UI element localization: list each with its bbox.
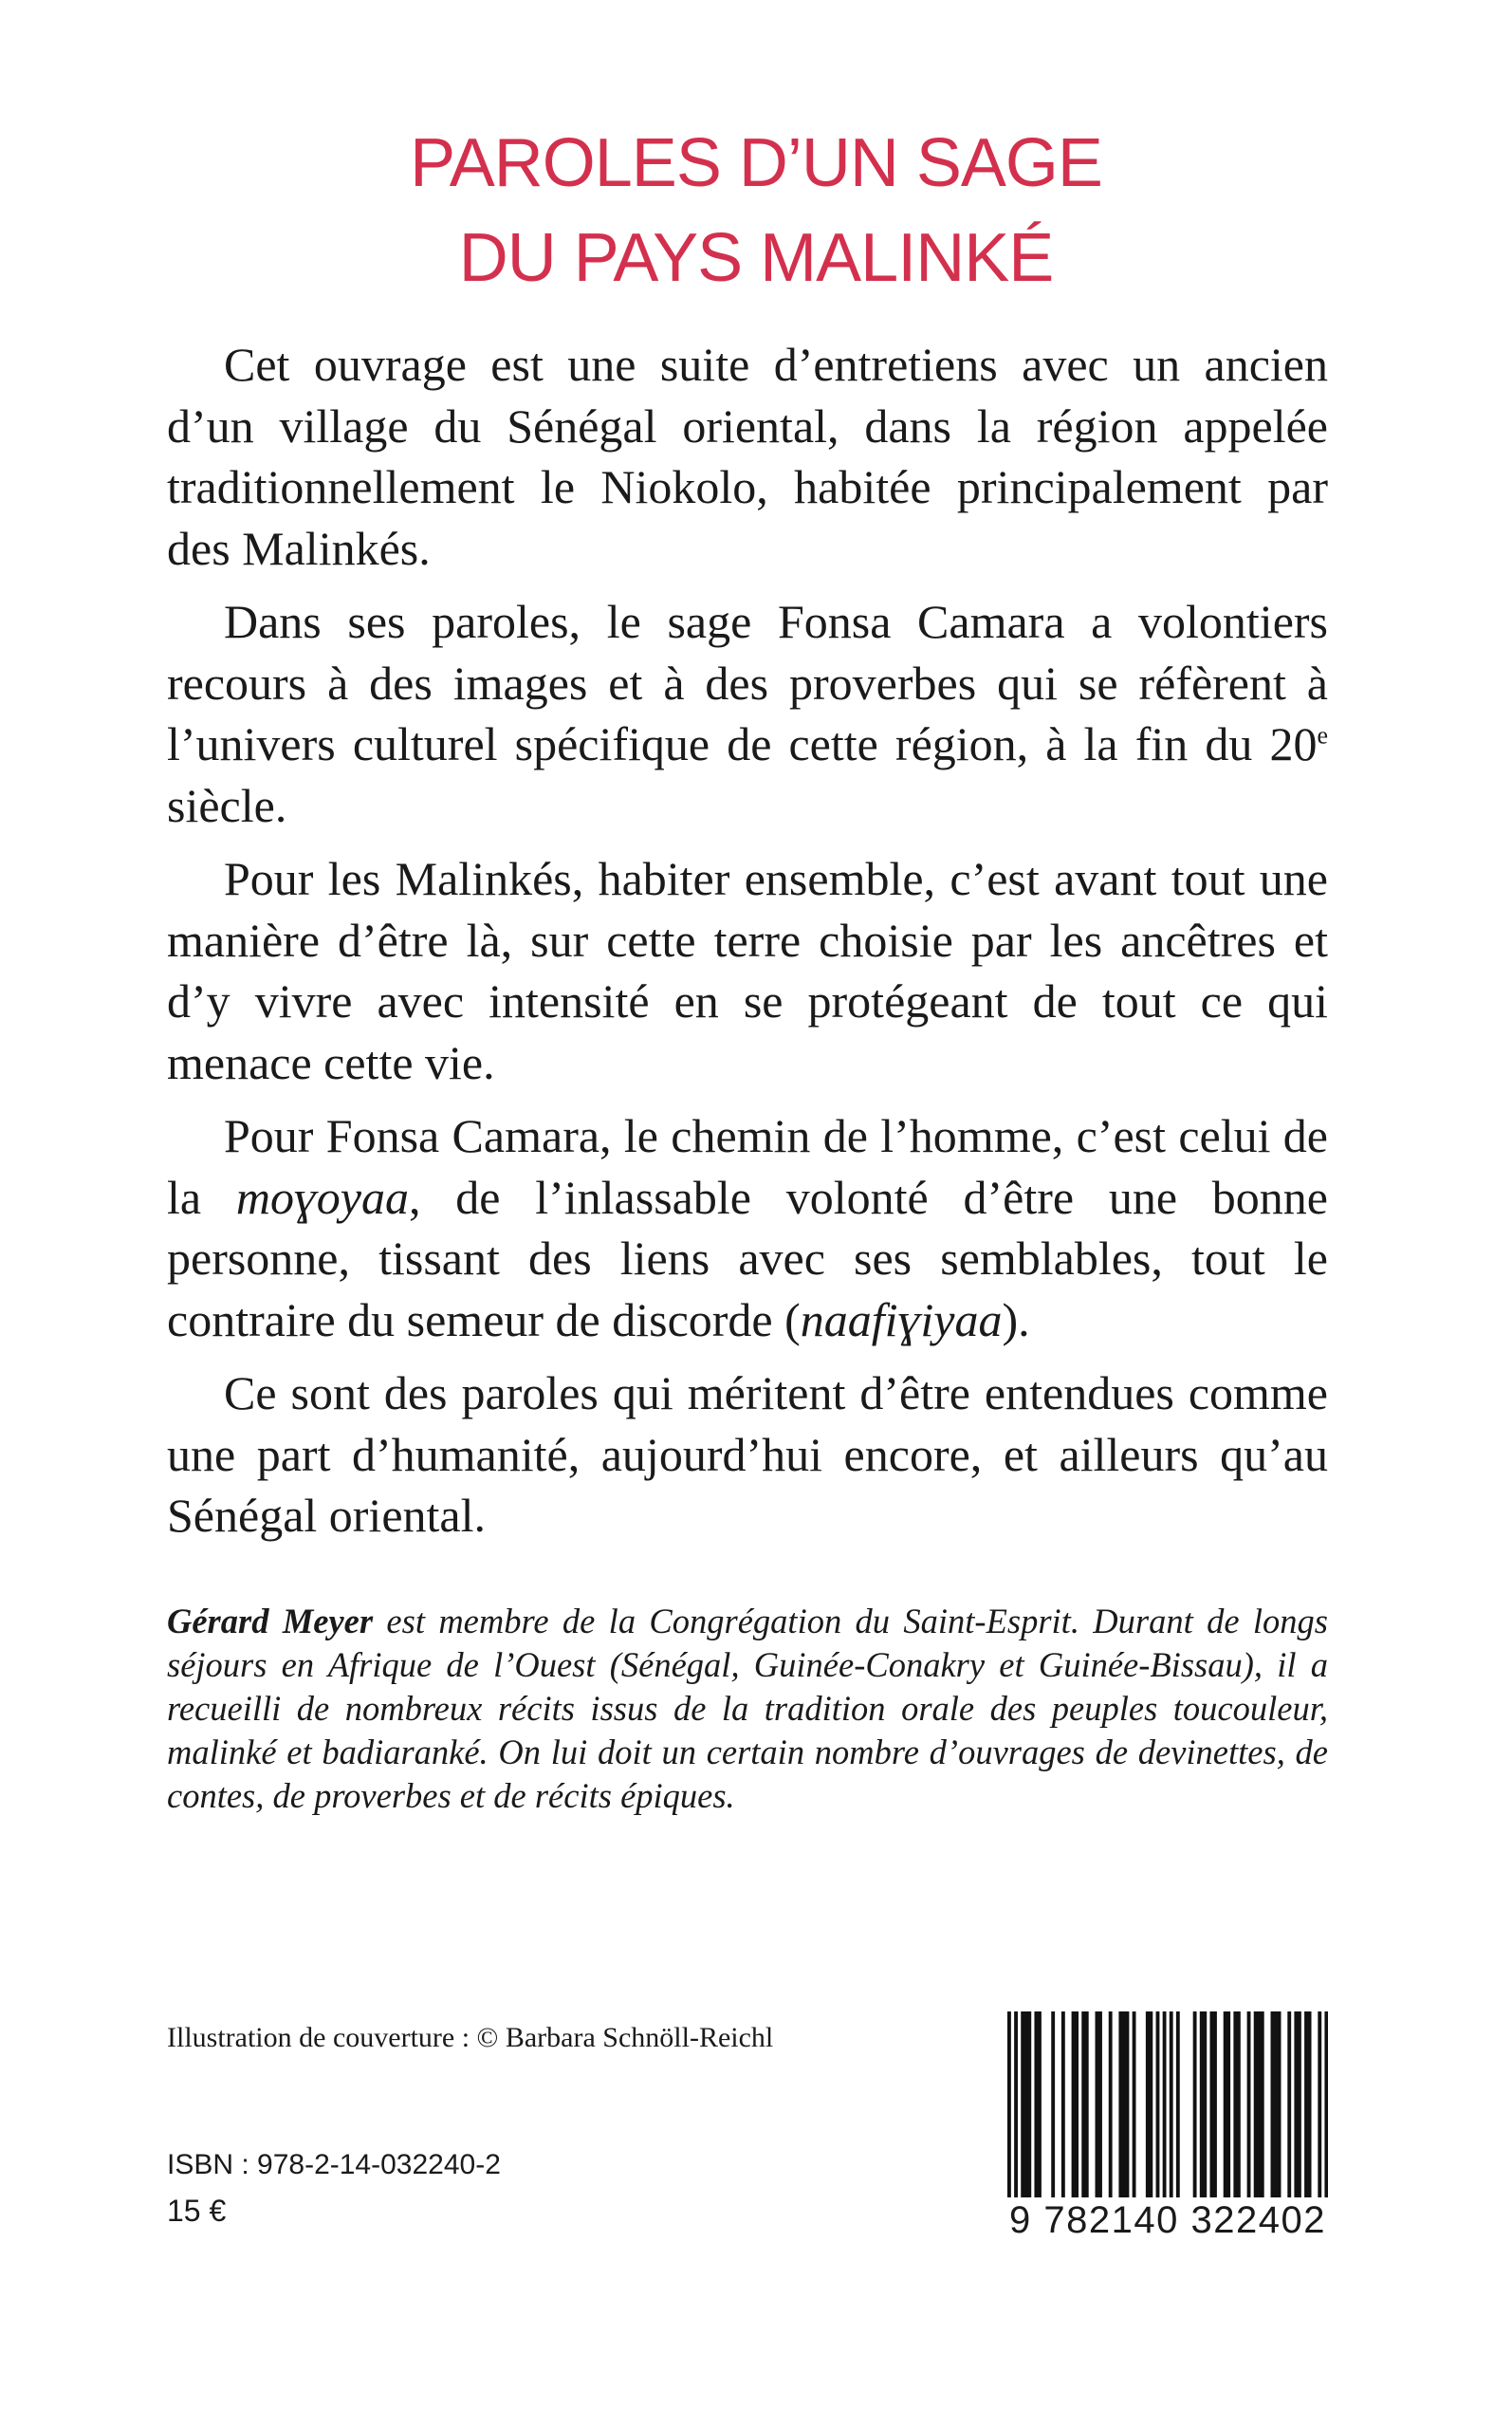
blurb-paragraph-2-end: siècle. bbox=[167, 778, 287, 832]
term-moyoyaa: moɣoyaa bbox=[235, 1170, 409, 1224]
barcode-bar bbox=[1247, 2011, 1251, 2197]
barcode-bar bbox=[1304, 2011, 1308, 2197]
barcode-bar bbox=[1203, 2011, 1207, 2197]
barcode-bar bbox=[1224, 2011, 1227, 2197]
isbn: ISBN : 978-2-14-032240-2 bbox=[167, 2149, 501, 2180]
price: 15 € bbox=[167, 2194, 227, 2228]
barcode-bar bbox=[1051, 2011, 1055, 2197]
barcode-bar bbox=[1007, 2011, 1011, 2213]
barcode-bar bbox=[1287, 2011, 1291, 2197]
barcode-bar bbox=[1237, 2011, 1241, 2197]
barcode-bar bbox=[1233, 2011, 1237, 2197]
barcode-bar bbox=[1061, 2011, 1065, 2197]
blurb-paragraph-4-c: ). bbox=[1002, 1292, 1030, 1346]
barcode-bar bbox=[1024, 2011, 1028, 2197]
blurb-paragraph-4 bbox=[167, 1105, 1328, 1350]
barcode-bar bbox=[1226, 2011, 1230, 2197]
isbn-barcode bbox=[1007, 2011, 1328, 2243]
barcode-bar bbox=[1318, 2011, 1321, 2213]
barcode-bar bbox=[1213, 2011, 1217, 2197]
barcode-bar bbox=[1146, 2011, 1150, 2197]
century-superscript: e bbox=[1317, 721, 1328, 750]
barcode-bar bbox=[1324, 2011, 1328, 2213]
barcode-bar bbox=[1156, 2011, 1160, 2197]
blurb-paragraph-5: Ce sont des paroles qui méritent d’être entendues comme une part d’humanité, aujourd’hui encore, et ailleurs qu’au Sénégal oriental. bbox=[167, 1366, 1328, 1542]
barcode-bar bbox=[1014, 2011, 1018, 2213]
barcode-bar bbox=[1298, 2011, 1301, 2197]
author-bio bbox=[167, 1600, 1328, 1818]
blurb-paragraph-4-a: Pour Fonsa Camara, le chemin de l’homme, c’est celui de la bbox=[167, 1109, 1328, 1224]
barcode-bar bbox=[1118, 2011, 1122, 2197]
barcode-bar bbox=[1027, 2011, 1031, 2197]
barcode-bar bbox=[1038, 2011, 1042, 2197]
blurb-paragraph-1: Cet ouvrage est une suite d’entretiens avec un ancien d’un village du Sénégal oriental, dans la région appelée traditionnellement le Niokolo, habitée principalement par des Malinkés. bbox=[167, 338, 1328, 575]
barcode-bar bbox=[1274, 2011, 1278, 2197]
author-bio-text: est membre de la Congrégation du Saint-Esprit. Durant de longs séjours en Afrique de l’Ouest (Sénégal, Guinée-Conakry et Guinée-Bissau), il a recueilli de nombreux récits issus de la tradition orale des peuples toucouleur, malinké et badiaranké. On lui doit un certain nombre d’ouvrages de devinettes, de contes, de proverbes et de récits épiques. bbox=[167, 1602, 1328, 1815]
book-title bbox=[0, 116, 1512, 306]
barcode-bar bbox=[1200, 2011, 1204, 2197]
barcode-bar bbox=[1096, 2011, 1099, 2197]
book-title-line-1: PAROLES D’UN SAGE bbox=[410, 125, 1102, 201]
barcode-bar bbox=[1133, 2011, 1136, 2197]
barcode-bar bbox=[1193, 2011, 1197, 2197]
barcode-bar bbox=[1163, 2011, 1167, 2213]
barcode-bar bbox=[1149, 2011, 1152, 2197]
barcode-bar bbox=[1308, 2011, 1312, 2197]
barcode-digits: 9 782140 322402 bbox=[1007, 2197, 1328, 2243]
barcode-bar bbox=[1294, 2011, 1298, 2197]
blurb-paragraph-2-text: Dans ses paroles, le sage Fonsa Camara a volontiers recours à des images et à des proverbes qui se réfèrent à l’univers culturel spécifique de cette région, à la fin du 20 bbox=[167, 595, 1328, 770]
barcode-bar bbox=[1021, 2011, 1024, 2197]
term-naafiyiyaa: naafiɣiyaa bbox=[800, 1292, 1003, 1346]
illustration-credit: Illustration de couverture : © Barbara Schnöll-Reichl bbox=[167, 2022, 774, 2053]
barcode-bar bbox=[1072, 2011, 1076, 2197]
barcode-bar bbox=[1085, 2011, 1089, 2197]
book-title-line-2: DU PAYS MALINKÉ bbox=[458, 220, 1054, 296]
barcode-bar bbox=[1261, 2011, 1264, 2197]
barcode-bar bbox=[1209, 2011, 1213, 2197]
barcode-bar bbox=[1271, 2011, 1275, 2197]
barcode-bar bbox=[1176, 2011, 1180, 2197]
barcode-bar bbox=[1109, 2011, 1113, 2197]
blurb-paragraph-4-b: , de l’inlassable volonté d’être une bonne personne, tissant des liens avec ses semblables, tout le contraire du semeur de discorde ( bbox=[167, 1170, 1328, 1346]
barcode-bar bbox=[1126, 2011, 1130, 2197]
barcode-bar bbox=[1278, 2011, 1282, 2197]
barcode-bar bbox=[1170, 2011, 1173, 2213]
barcode-bar bbox=[1081, 2011, 1085, 2197]
blurb-paragraph-3: Pour les Malinkés, habiter ensemble, c’est avant tout une manière d’être là, sur cette terre choisie par les ancêtres et d’y vivre avec intensité en se protégeant de tout ce qui menace cette vie. bbox=[167, 852, 1328, 1089]
author-name: Gérard Meyer bbox=[167, 1602, 374, 1640]
barcode-bar bbox=[1257, 2011, 1261, 2197]
blurb-paragraph-2 bbox=[167, 591, 1328, 836]
barcode-bar bbox=[1098, 2011, 1102, 2197]
barcode-bar bbox=[1034, 2011, 1038, 2197]
barcode-bar bbox=[1254, 2011, 1258, 2197]
barcode-bar bbox=[1075, 2011, 1079, 2197]
back-cover-blurb bbox=[167, 334, 1328, 1559]
barcode-bar bbox=[1122, 2011, 1126, 2197]
